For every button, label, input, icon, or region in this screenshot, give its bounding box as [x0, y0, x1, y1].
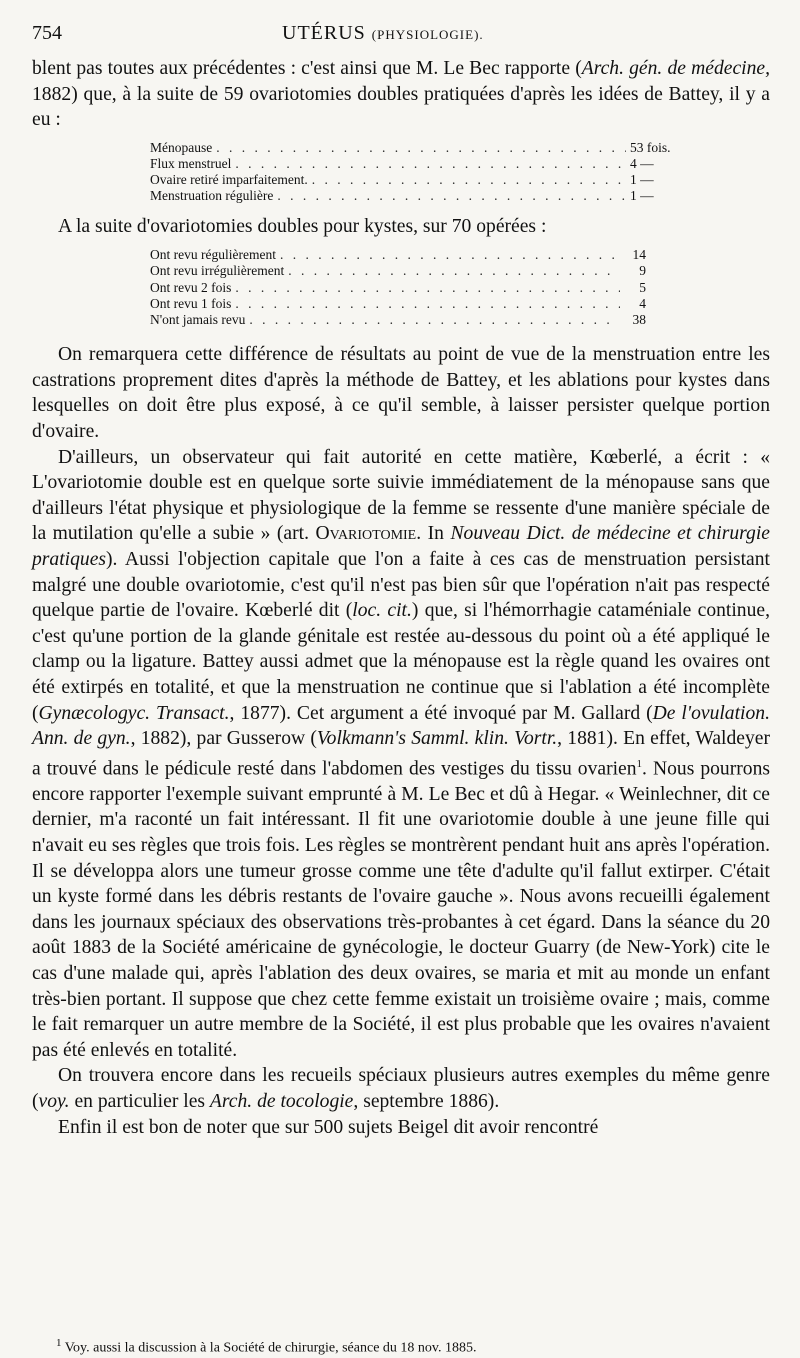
menopause-results-list [150, 140, 682, 205]
list-item: Ont revu irrégulièrement . . . 9 [150, 263, 646, 279]
list-item: Flux menstruel . . . 4 — [150, 156, 682, 172]
paragraph-other-examples: On trouvera encore dans les recueils spéciaux plusieurs autres exemples du même genre (voy. en particulier les Arch. de tocologie, septembre 1886). [32, 1065, 770, 1112]
list-item: Ont revu 2 fois . . . 5 [150, 280, 646, 296]
running-title-main: UTÉRUS [282, 22, 366, 44]
intro-reference: Arch. gén. de médecine, [581, 58, 770, 79]
footnote-text: Voy. aussi la discussion à la Société de chirurgie, séance du 18 nov. 1885. [61, 1340, 477, 1356]
footnote [56, 1334, 756, 1358]
paragraph-beigel: Enfin il est bon de noter que sur 500 sujets Beigel dit avoir rencontré [58, 1116, 599, 1138]
list-item: Ont revu régulièrement . . . 14 [150, 247, 646, 263]
paragraph-koeberle: D'ailleurs, un observateur qui fait autorité en cette matière, Kœberlé, a écrit : « L'ovariotomie double est en quelque sorte suivie immédiatement de la ménopause sans que d'ailleurs l'état physique et physiologique de la femme se ressente d'une manière spéciale de la mutilation qu'elle a subie » (art. Ovariotomie. In Nouveau Dict. de médecine et chirurgie pratiques). Aussi l'objection capitale que l'on a faite à ces cas de menstruation persistant malgré une double ovariotomie, c'est qu'il n'est pas bien sûr que l'opération n'ait pas respecté quelque partie de l'ovaire. Kœberlé dit (loc. cit.) que, si l'hémorrhagie cataméniale continue, c'est qu'une portion de la glande génitale est restée au-dessous du point où a été appliqué le clamp ou la ligature. Battey aussi admet que la ménopause est la règle quand les ovaires ont été extirpés en totalité, et que la menstruation ne continue que si l'ablation a été incomplète (Gynæcologyc. Transact., 1877). Cet argument a été invoqué par M. Gallard (De l'ovulation. Ann. de gyn., 1882), par Gusserow (Volkmann's Samml. klin. Vortr., 1881). En effet, Waldeyer a trouvé dans le pédicule resté dans l'abdomen des vestiges du tissu ovarien$^1$. Nous pourrons encore rapporter l'exemple suivant emprunté à M. Le Bec et dû à Hegar. « Weinlechner, dit ce dernier, m'a raconté un fait intéressant. Il fit une ovariotomie double à une jeune fille qui n'avait eu ses règles que trois fois. Les règles se montrèrent pendant huit ans après l'opération. Il se développa alors une tumeur grosse comme une tête d'adulte qu'il fallut extirper. C'était un kyste formé dans les débris restants de l'ovaire gauche ». Nous avons recueilli également dans les journaux spéciaux des observations très-probantes à cet égard. Dans la séance du 20 août 1883 de la Société américaine de gynécologie, le docteur Guarry (de New-York) cite le cas d'une malade qui, après l'ablation des deux ovaires, se maria et mit au monde un enfant très-bien portant. Il suppose que chez cette femme existait un troisième ovaire ; mais, comme le fait remarquer un autre membre de la Société, il est plus probable que les ovaires n'avaient pas été enlevés en totalité. [32, 446, 770, 1061]
cyst-results-list [150, 247, 646, 328]
list-item: Ont revu 1 fois . . . 4 [150, 296, 646, 312]
running-title-sub: (PHYSIOLOGIE). [371, 27, 484, 42]
list-item: N'ont jamais revu . . . 38 [150, 312, 646, 328]
list-item: Ovaire retiré imparfaitement. . . . 1 — [150, 172, 682, 188]
paragraph-menstruation-difference: On remarquera cette différence de résultats au point de vue de la menstruation entre les castrations proprement dites d'après la méthode de Battey, et les ablations pour kystes dans lesquelles on doit être plus exposé, à ce qu'il semble, à laisser persister quelque portion d'ovaire. [32, 344, 770, 442]
intro-paragraph [32, 56, 770, 133]
footnote-mark: 1 [56, 1337, 62, 1349]
page-number: 754 [32, 22, 62, 44]
cyst-results-heading: A la suite d'ovariotomies doubles pour kystes, sur 70 opérées : [58, 215, 547, 237]
list-item: Menstruation régulière . . . 1 — [150, 188, 682, 204]
intro-text-1: blent pas toutes aux précédentes : c'est ainsi que M. Le Bec rapporte ( [32, 58, 582, 79]
page-header [32, 22, 770, 56]
running-title [282, 22, 484, 45]
footnote-reference: 1 [636, 757, 643, 770]
list-item: Ménopause . . . 53 fois. [150, 140, 682, 156]
intro-text-2: 1882) que, à la suite de 59 ovariotomies doubles pratiquées d'après les idées de Battey, il y a eu : [32, 83, 770, 131]
